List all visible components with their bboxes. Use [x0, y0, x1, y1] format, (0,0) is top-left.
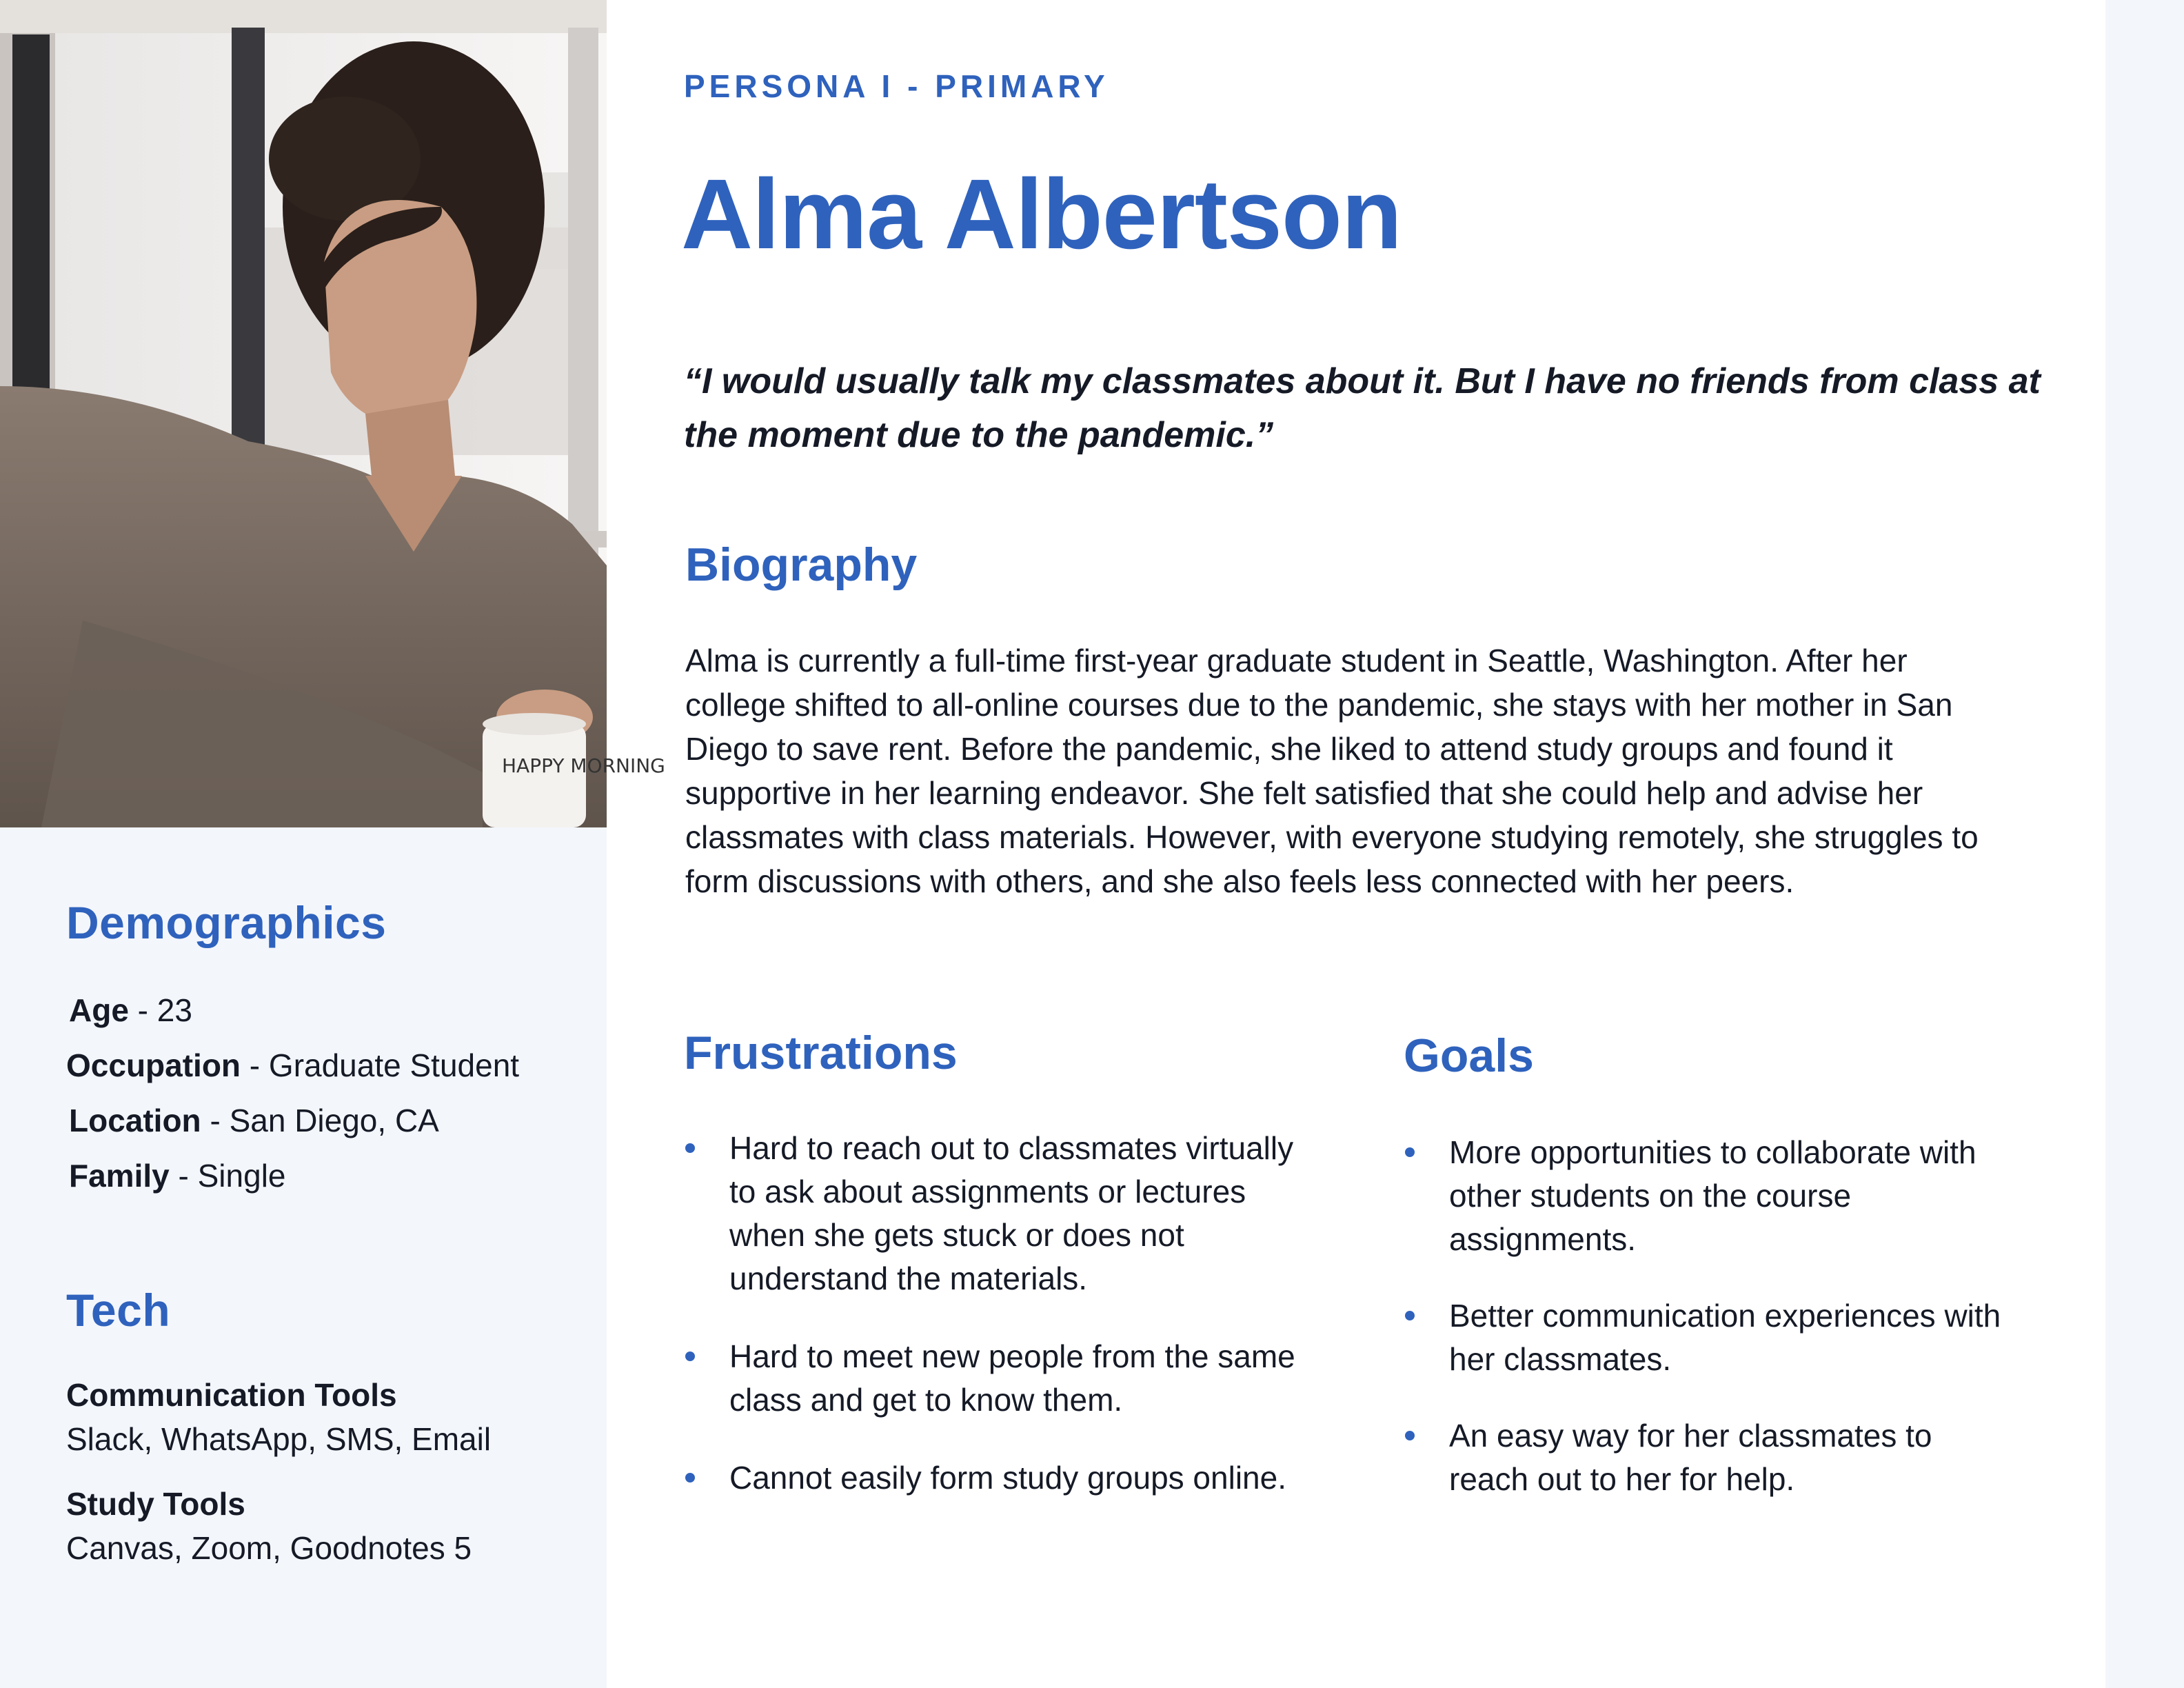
bullet-icon: [1405, 1147, 1415, 1157]
demographic-location: Location - San Diego, CA: [69, 1103, 439, 1138]
tech-study-value: Canvas, Zoom, Goodnotes 5: [66, 1530, 472, 1566]
tech-heading: Tech: [66, 1285, 171, 1336]
sidebar: [0, 827, 607, 1688]
persona-photo: [0, 0, 665, 827]
goals-heading: Goals: [1404, 1029, 1534, 1082]
biography-heading: Biography: [685, 539, 918, 591]
demographic-label: Occupation: [66, 1047, 241, 1083]
demographic-label: Family: [69, 1158, 170, 1194]
goal-item: Better communication experiences with her classmates.: [1404, 1294, 2010, 1381]
persona-quote: “I would usually talk my classmates about it. But I have no friends from class at the moment due to the pandemic.”: [684, 361, 2041, 455]
demographic-value: Graduate Student: [268, 1047, 520, 1083]
bullet-icon: [1405, 1311, 1415, 1320]
goal-item: More opportunities to collaborate with other students on the course assignments.: [1404, 1131, 2010, 1261]
tech-communication-label: Communication Tools: [66, 1377, 397, 1413]
bullet-icon: [685, 1143, 695, 1153]
demographic-age: Age - 23: [69, 992, 192, 1028]
demographics-heading: Demographics: [66, 897, 387, 948]
goal-item: An easy way for her classmates to reach out to her for help.: [1404, 1414, 2010, 1501]
bullet-icon: [685, 1352, 695, 1361]
frustrations-list: [684, 1127, 1304, 1500]
tech-study-label: Study Tools: [66, 1486, 245, 1522]
biography-text: Alma is currently a full-time first-year graduate student in Seattle, Washington. After her college shifted to all-online courses due to the pandemic, she stays with her mother in San Diego to save rent. Before the pandemic, she liked to attend study groups and found it supportive in her learning endeavor. She felt satisfied that she could help and advise her classmates with class materials. However, with everyone studying remotely, she struggles to form discussions with others, and she also feels less connected with her peers.: [685, 643, 1979, 899]
frustration-item: Hard to reach out to classmates virtually to ask about assignments or lectures when she gets stuck or does not understand the materials.: [684, 1127, 1304, 1300]
demographic-label: Location: [69, 1103, 201, 1138]
right-margin-strip: [2105, 0, 2184, 1688]
persona-name: Alma Albertson: [681, 159, 1402, 270]
goals-list: [1404, 1131, 2010, 1501]
frustrations-heading: Frustrations: [684, 1027, 958, 1079]
persona-kicker: PERSONA I - PRIMARY: [684, 68, 1109, 104]
demographic-label: Age: [69, 992, 129, 1028]
demographic-value: Single: [197, 1158, 286, 1194]
demographic-occupation: Occupation - Graduate Student: [66, 1047, 520, 1083]
bullet-icon: [1405, 1431, 1415, 1440]
mug-text: HAPPY MORNING: [502, 754, 665, 777]
tech-communication-value: Slack, WhatsApp, SMS, Email: [66, 1421, 492, 1457]
bullet-icon: [685, 1473, 695, 1483]
demographic-value: 23: [156, 992, 192, 1028]
frustration-item: Hard to meet new people from the same class and get to know them.: [684, 1335, 1304, 1422]
frustration-item: Cannot easily form study groups online.: [684, 1456, 1304, 1500]
demographic-value: San Diego, CA: [229, 1103, 439, 1138]
demographic-family: Family - Single: [69, 1158, 286, 1194]
